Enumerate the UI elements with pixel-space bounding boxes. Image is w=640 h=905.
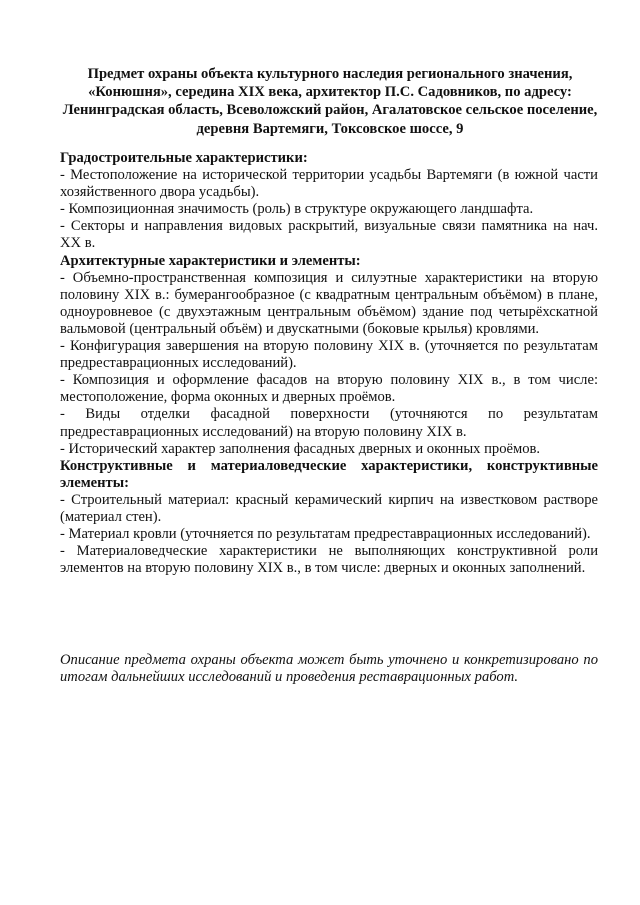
list-item: - Виды отделки фасадной поверхности (уточняются по результатам предреставрационных исследований) на вторую половину XIX в. bbox=[60, 406, 598, 440]
list-item: - Строительный материал: красный керамический кирпич на известковом растворе (материал стен). bbox=[60, 491, 598, 525]
list-item: - Композиционная значимость (роль) в структуре окружающего ландшафта. bbox=[60, 201, 534, 218]
section-heading-urban: Градостроительные характеристики: bbox=[60, 150, 308, 166]
section-heading-architecture: Архитектурные характеристики и элементы: bbox=[60, 252, 361, 269]
list-item: - Исторический характер заполнения фасадных дверных и оконных проёмов. bbox=[60, 440, 541, 457]
list-item: - Композиция и оформление фасадов на вторую половину XIX в., в том числе: местоположение, форма оконных и дверных проёмов. bbox=[60, 372, 598, 406]
list-item: - Секторы и направления видовых раскрытий, визуальные связи памятника на нач. XX в. bbox=[60, 218, 598, 252]
section-heading-construction: Конструктивные и материаловедческие характеристики, конструктивные элементы: bbox=[60, 457, 598, 491]
document-body bbox=[60, 150, 598, 577]
list-item: - Конфигурация завершения на вторую половину XIX в. (уточняется по результатам предреставрационных исследований). bbox=[60, 338, 598, 372]
list-item: - Местоположение на исторической территории усадьбы Вартемяги (в южной части хозяйственного двора усадьбы). bbox=[60, 167, 598, 201]
document-note: Описание предмета охраны объекта может быть уточнено и конкретизировано по итогам дальнейших исследований и проведения реставрационных работ. bbox=[60, 652, 598, 686]
list-item: - Материал кровли (уточняется по результатам предреставрационных исследований). bbox=[60, 526, 591, 543]
list-item: - Материаловедческие характеристики не выполняющих конструктивной роли элементов на вторую половину XIX в., в том числе: дверных и оконных заполнений. bbox=[60, 543, 598, 577]
document-title: Предмет охраны объекта культурного наследия регионального значения, «Конюшня», середина XIX века, архитектор П.С. Садовников, по адресу: Ленинградская область, Всеволожский район, Агалатовское сельское поселение, деревня Вартемяги, Токсовское шоссе, 9 bbox=[62, 66, 598, 137]
list-item: - Объемно-пространственная композиция и силуэтные характеристики на вторую половину XIX в.: бумерангообразное (с квадратным центральным объёмом) в плане, одноуровневое (с двухэтажным центральным объёмом) здание под четырёхскатной вальмовой (центральный объём) и двускатными (боковые крылья) кровлями. bbox=[60, 269, 598, 337]
